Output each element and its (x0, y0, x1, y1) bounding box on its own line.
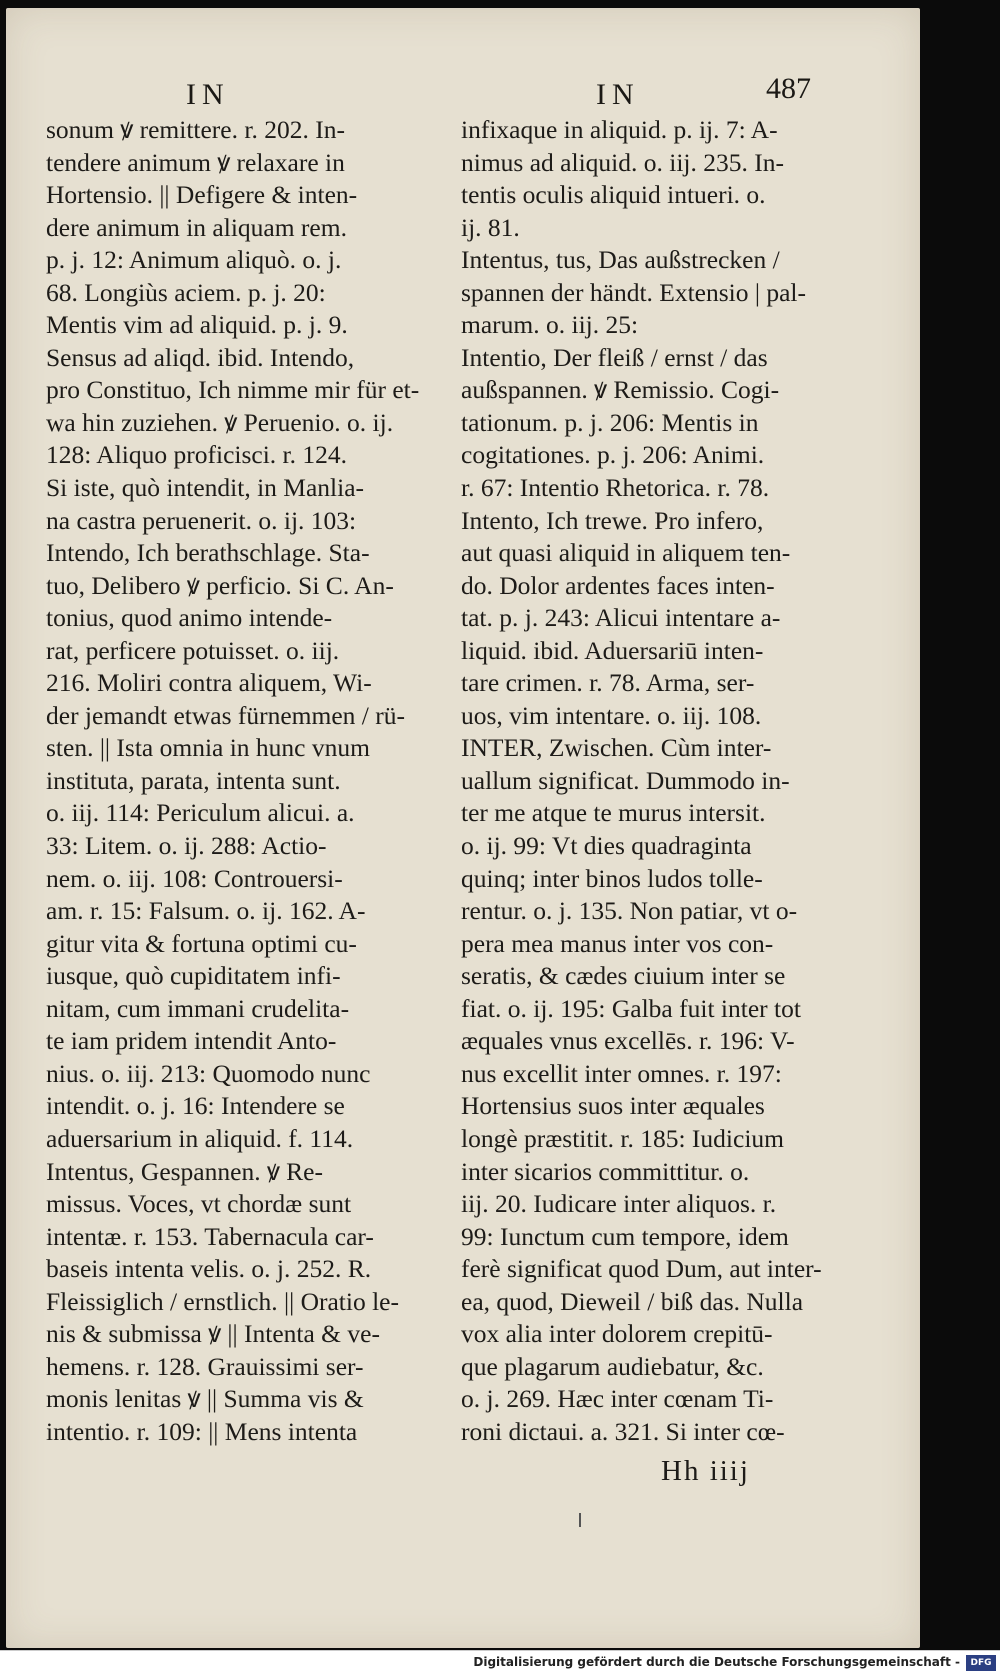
text-line: uallum significat. Dummodo in- (461, 765, 790, 795)
text-line: longè præstitit. r. 185: Iudicium (461, 1123, 784, 1153)
text-line: ter me atque te murus intersit. (461, 798, 766, 828)
text-line: nimus ad aliquid. o. iij. 235. In- (461, 147, 784, 177)
text-line: Hortensius suos inter æquales (461, 1091, 765, 1121)
page-mark-tick (579, 1513, 581, 1527)
text-line: pera mea manus inter vos con- (461, 928, 774, 958)
text-line: iij. 20. Iudicare inter aliquos. r. (461, 1189, 777, 1219)
text-line: seratis, & cædes ciuium inter se (461, 961, 786, 991)
text-line: INTER, Zwischen. Cùm inter- (461, 733, 772, 763)
signature-mark: Hh iiij (661, 1455, 750, 1487)
text-line: que plagarum audiebatur, &c. (461, 1351, 764, 1381)
text-line: te iam pridem intendit Anto- (46, 1026, 337, 1056)
left-text-column (46, 114, 461, 1448)
text-line: nitam, cum immani crudelita- (46, 993, 350, 1023)
text-line: Intendo, Ich berathschlage. Sta- (46, 538, 370, 568)
text-line: 33: Litem. o. ij. 288: Actio- (46, 831, 327, 861)
text-line: cogitationes. p. j. 206: Animi. (461, 440, 765, 470)
text-line: 68. Longiùs aciem. p. j. 20: (46, 277, 326, 307)
text-line: rat, perficere potuisset. o. iij. (46, 635, 340, 665)
text-line: vox alia inter dolorem crepitū- (461, 1319, 773, 1349)
text-line: monis lenitas ꝟ || Summa vis & (46, 1384, 364, 1414)
text-line: gitur vita & fortuna optimi cu- (46, 928, 357, 958)
text-line: spannen der händt. Extensio | pal- (461, 277, 807, 307)
text-line: o. ij. 99: Vt dies quadraginta (461, 831, 752, 861)
text-line: nis & submissa ꝟ || Intenta & ve- (46, 1319, 380, 1349)
text-line: wa hin zuziehen. ꝟ Peruenio. o. ij. (46, 407, 394, 437)
page-number: 487 (766, 72, 811, 105)
text-line: o. iij. 114: Periculum alicui. a. (46, 798, 355, 828)
text-line: außspannen. ꝟ Remissio. Cogi- (461, 375, 780, 405)
text-line: der jemandt etwas fürnemmen / rü- (46, 700, 405, 730)
text-line: intentæ. r. 153. Tabernacula car- (46, 1221, 374, 1251)
text-line: marum. o. iij. 25: (461, 310, 639, 340)
text-line: instituta, parata, intenta sunt. (46, 765, 341, 795)
text-line: 128: Aliquo proficisci. r. 124. (46, 440, 348, 470)
text-line: baseis intenta velis. o. j. 252. R. (46, 1254, 372, 1284)
text-line: aut quasi aliquid in aliquem ten- (461, 538, 791, 568)
text-line: r. 67: Intentio Rhetorica. r. 78. (461, 473, 770, 503)
text-line: uos, vim intentare. o. iij. 108. (461, 700, 762, 730)
text-line: intendit. o. j. 16: Intendere se (46, 1091, 345, 1121)
text-line: nem. o. iij. 108: Controuersi- (46, 863, 343, 893)
text-line: ea, quod, Dieweil / biß das. Nulla (461, 1286, 804, 1316)
dfg-logo: DFG (966, 1655, 996, 1671)
text-line: tendere animum ꝟ relaxare in (46, 147, 345, 177)
text-line: inter sicarios committitur. o. (461, 1156, 750, 1186)
text-line: aduersarium in aliquid. f. 114. (46, 1123, 354, 1153)
text-line: pro Constituo, Ich nimme mir für et- (46, 375, 420, 405)
text-line: quinq; inter binos ludos tolle- (461, 863, 763, 893)
text-line: Intentus, tus, Das außstrecken / (461, 245, 780, 275)
text-line: p. j. 12: Animum aliquò. o. j. (46, 245, 342, 275)
text-line: iusque, quò cupiditatem infi- (46, 961, 341, 991)
text-line: sten. || Ista omnia in hunc vnum (46, 733, 370, 763)
text-line: rentur. o. j. 135. Non patiar, vt o- (461, 896, 798, 926)
text-line: Intento, Ich trewe. Pro infero, (461, 505, 764, 535)
text-line: nius. o. iij. 213: Quomodo nunc (46, 1058, 371, 1088)
text-line: dere animum in aliquam rem. (46, 212, 347, 242)
text-line: ij. 81. (461, 212, 520, 242)
text-line: fiat. o. ij. 195: Galba fuit inter tot (461, 993, 801, 1023)
text-line: 99: Iunctum cum tempore, idem (461, 1221, 789, 1251)
text-line: Hortensio. || Defigere & inten- (46, 180, 358, 210)
text-line: Fleissiglich / ernstlich. || Oratio le- (46, 1286, 399, 1316)
text-line: Intentio, Der fleiß / ernst / das (461, 342, 768, 372)
text-line: o. j. 269. Hæc inter cœnam Ti- (461, 1384, 774, 1414)
text-line: liquid. ibid. Aduersariū inten- (461, 635, 764, 665)
text-line: Intentus, Gespannen. ꝟ Re- (46, 1156, 323, 1186)
footer-bar (0, 1650, 1000, 1677)
text-line: na castra peruenerit. o. ij. 103: (46, 505, 357, 535)
text-line: ferè significat quod Dum, aut inter- (461, 1254, 822, 1284)
text-line: tonius, quod animo intende- (46, 603, 333, 633)
text-line: Mentis vim ad aliquid. p. j. 9. (46, 310, 348, 340)
right-text-column (461, 114, 876, 1448)
text-line: roni dictaui. a. 321. Si inter cœ- (461, 1416, 785, 1446)
text-line: 216. Moliri contra aliquem, Wi- (46, 668, 372, 698)
text-line: nus excellit inter omnes. r. 197: (461, 1058, 782, 1088)
text-line: intentio. r. 109: || Mens intenta (46, 1416, 358, 1446)
book-page (6, 8, 920, 1648)
running-head-left: IN (186, 78, 230, 111)
text-line: sonum ꝟ remittere. r. 202. In- (46, 115, 345, 144)
text-line: tentis oculis aliquid intueri. o. (461, 180, 766, 210)
text-line: æquales vnus excellēs. r. 196: V- (461, 1026, 795, 1056)
text-line: Sensus ad aliqd. ibid. Intendo, (46, 342, 355, 372)
footer-credit: Digitalisierung gefördert durch die Deutsche Forschungsgemeinschaft - (473, 1655, 960, 1669)
text-line: infixaque in aliquid. p. ij. 7: A- (461, 115, 778, 144)
text-line: tuo, Delibero ꝟ perficio. Si C. An- (46, 570, 394, 600)
text-line: Si iste, quò intendit, in Manlia- (46, 473, 365, 503)
text-line: am. r. 15: Falsum. o. ij. 162. A- (46, 896, 366, 926)
text-line: tationum. p. j. 206: Mentis in (461, 407, 759, 437)
text-line: do. Dolor ardentes faces inten- (461, 570, 775, 600)
text-line: hemens. r. 128. Grauissimi ser- (46, 1351, 364, 1381)
text-line: tat. p. j. 243: Alicui intentare a- (461, 603, 781, 633)
running-head-right: IN (596, 78, 640, 111)
text-line: missus. Voces, vt chordæ sunt (46, 1189, 352, 1219)
text-line: tare crimen. r. 78. Arma, ser- (461, 668, 755, 698)
